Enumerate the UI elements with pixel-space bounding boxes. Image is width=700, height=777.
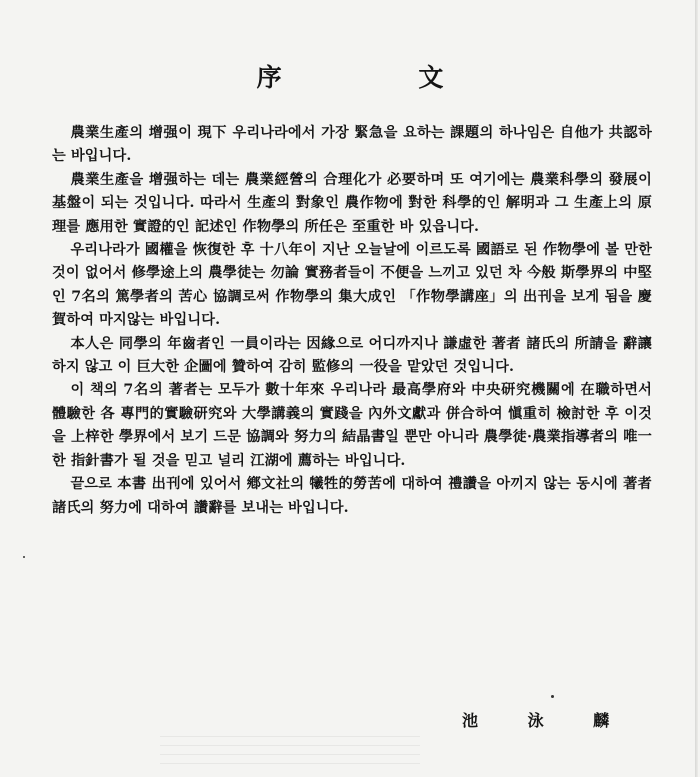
paragraph-3: 우리나라가 國權을 恢復한 후 十八年이 지난 오늘날에 이르도록 國語로 된 作物學에 볼 만한 것이 없어서 修學途上의 農學徒는 勿論 實務者들이 不便을 느끼고 있던 차 今般 斯學界의 中堅인 7名의 篤學者의 苦心 協調로써 作物學의 集大成인 「作物學講座」의 出刊을 보게 됨을 慶賀하여 마지않는 바입니다. <box>52 242 652 329</box>
paragraph-5: 이 책의 7名의 著者는 모두가 數十年來 우리나라 最高學府와 中央研究機關에 在職하면서 體驗한 各 專門的實驗研究와 大學講義의 實踐을 內外文獻과 併合하여 愼重히 檢討한 후 이것을 上梓한 學界에서 보기 드문 協調와 努力의 結晶書일 뿐만 아니라 農學徒·農業指導者의 唯一한 指針書가 될 것을 믿고 널리 江湖에 薦하는 바입니다. <box>52 382 652 469</box>
print-speck <box>23 556 25 558</box>
paragraph-1: 農業生產의 增强이 現下 우리나라에서 가장 緊急을 요하는 課題의 하나임은 自他가 共認하는 바입니다. <box>52 125 652 165</box>
preface-body <box>52 122 652 520</box>
paragraph-2: 農業生產을 增强하는 데는 農業經營의 合理化가 必要하며 또 여기에는 農業科學의 發展이 基盤이 되는 것입니다. 따라서 生產의 對象인 農作物에 對한 科學的인 解明과 그 生產上의 原理를 應用한 實證的인 記述인 作物學의 所任은 至重한 바 있읍니다. <box>52 171 652 235</box>
paragraph-4: 本人은 同學의 年齒者인 一員이라는 因緣으로 어디까지나 謙虛한 著者 諸氏의 所請을 辭讓하지 않고 이 巨大한 企圖에 贊하여 감히 監修의 一役을 맡았던 것입니다. <box>52 335 652 376</box>
page-title: 序 文 <box>256 63 508 92</box>
bleed-through-text <box>160 736 420 766</box>
author-signature: 池 泳 麟 <box>462 711 632 730</box>
page-edge-shadow <box>695 0 698 777</box>
paragraph-6: 끝으로 本書 出刊에 있어서 鄕文社의 犧牲的勞苦에 대하여 禮讚을 아끼지 않는 동시에 著者 諸氏의 努力에 대하여 讚辭를 보내는 바입니다. <box>52 476 652 516</box>
print-speck <box>551 695 554 698</box>
